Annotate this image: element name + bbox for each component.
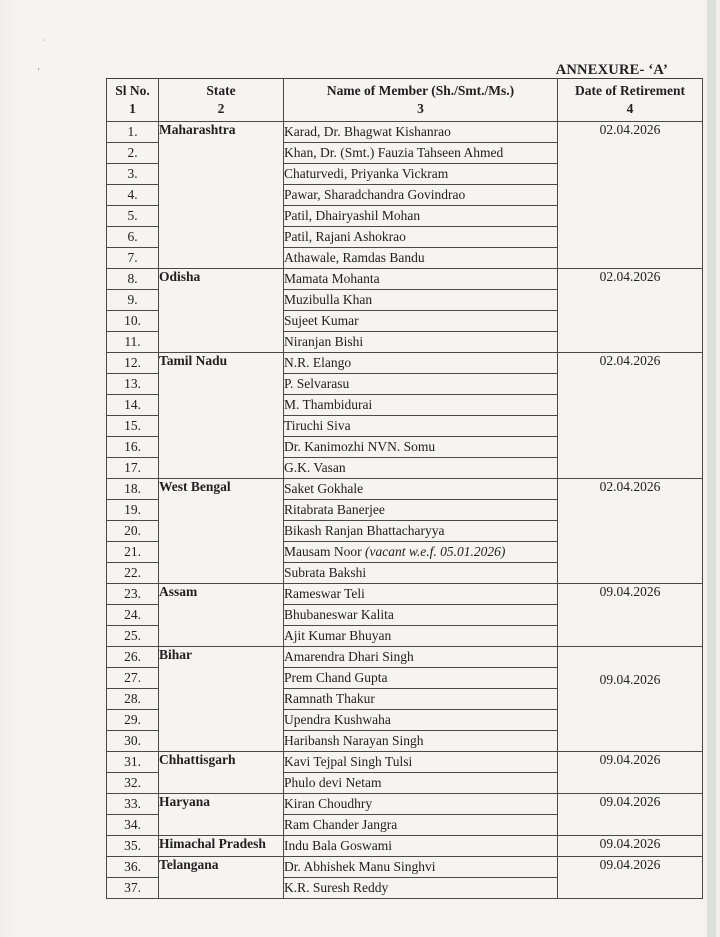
member-name-cell — [284, 605, 558, 626]
member-name-cell — [284, 731, 558, 752]
member-name: K.R. Suresh Reddy — [284, 880, 389, 895]
sl-no-cell: 13. — [107, 374, 159, 395]
sl-no-cell: 16. — [107, 437, 159, 458]
sl-no-cell: 26. — [107, 647, 159, 668]
header-label: Sl No. — [115, 82, 150, 98]
member-name-cell — [284, 542, 558, 563]
member-name-cell — [284, 794, 558, 815]
sl-no-cell: 30. — [107, 731, 159, 752]
sl-no-cell: 5. — [107, 206, 159, 227]
state-cell: Bihar — [159, 647, 284, 752]
member-name: Khan, Dr. (Smt.) Fauzia Tahseen Ahmed — [284, 145, 504, 160]
header-col-number: 1 — [129, 101, 136, 116]
retirement-date-cell: 09.04.2026 — [558, 794, 703, 836]
retirement-date-cell: 02.04.2026 — [558, 269, 703, 353]
member-name-cell — [284, 563, 558, 584]
members-retirement-table — [106, 78, 703, 899]
retirement-date-cell: 09.04.2026 — [558, 752, 703, 794]
retirement-date-cell: 02.04.2026 — [558, 479, 703, 584]
member-name-cell — [284, 626, 558, 647]
sl-no-cell: 37. — [107, 878, 159, 899]
sl-no-cell: 29. — [107, 710, 159, 731]
table-row — [107, 122, 703, 143]
sl-no-cell: 24. — [107, 605, 159, 626]
member-name-cell — [284, 332, 558, 353]
state-cell: Maharashtra — [159, 122, 284, 269]
member-name: Karad, Dr. Bhagwat Kishanrao — [284, 124, 451, 139]
member-name: Bikash Ranjan Bhattacharyya — [284, 523, 445, 538]
member-name-cell — [284, 584, 558, 605]
sl-no-cell: 32. — [107, 773, 159, 794]
sl-no-cell: 4. — [107, 185, 159, 206]
member-name-cell — [284, 143, 558, 164]
scan-edge-shadow — [707, 0, 716, 937]
table-row — [107, 479, 703, 500]
sl-no-cell: 7. — [107, 248, 159, 269]
member-name: Ritabrata Banerjee — [284, 502, 385, 517]
sl-no-cell: 15. — [107, 416, 159, 437]
table-row — [107, 794, 703, 815]
member-name-cell — [284, 353, 558, 374]
member-name: Patil, Dhairyashil Mohan — [284, 208, 421, 223]
sl-no-cell: 33. — [107, 794, 159, 815]
header-col-number: 2 — [217, 101, 225, 116]
member-name: Amarendra Dhari Singh — [284, 649, 414, 664]
member-name-cell — [284, 416, 558, 437]
member-name-cell — [284, 185, 558, 206]
header-retirement-date — [558, 79, 703, 122]
member-name: Mamata Mohanta — [284, 271, 380, 286]
member-name: Phulo devi Netam — [284, 775, 382, 790]
member-name: Prem Chand Gupta — [284, 670, 388, 685]
member-name: N.R. Elango — [284, 355, 352, 370]
table-row — [107, 836, 703, 857]
state-cell: Assam — [159, 584, 284, 647]
member-name: Patil, Rajani Ashokrao — [284, 229, 406, 244]
sl-no-cell: 21. — [107, 542, 159, 563]
sl-no-cell: 19. — [107, 500, 159, 521]
member-name-cell — [284, 374, 558, 395]
member-name-cell — [284, 773, 558, 794]
sl-no-cell: 9. — [107, 290, 159, 311]
table-row — [107, 752, 703, 773]
header-label: Date of Retirement — [575, 82, 685, 98]
sl-no-cell: 10. — [107, 311, 159, 332]
sl-no-cell: 36. — [107, 857, 159, 878]
member-name-cell — [284, 248, 558, 269]
member-name-cell — [284, 815, 558, 836]
member-name-cell — [284, 311, 558, 332]
member-name: Kiran Choudhry — [284, 796, 373, 811]
member-name: M. Thambidurai — [284, 397, 373, 412]
retirement-date-cell: 09.04.2026 — [558, 836, 703, 857]
member-name-cell — [284, 164, 558, 185]
member-name-cell — [284, 227, 558, 248]
member-name: P. Selvarasu — [284, 376, 350, 391]
member-name-cell — [284, 521, 558, 542]
scan-speck: ‚ — [37, 61, 40, 71]
member-name: Kavi Tejpal Singh Tulsi — [284, 754, 413, 769]
member-name-cell — [284, 500, 558, 521]
state-cell: Odisha — [159, 269, 284, 353]
member-name: Pawar, Sharadchandra Govindrao — [284, 187, 466, 202]
retirement-date-cell: 09.04.2026 — [558, 584, 703, 647]
header-state — [159, 79, 284, 122]
sl-no-cell: 2. — [107, 143, 159, 164]
sl-no-cell: 28. — [107, 689, 159, 710]
member-name-cell — [284, 689, 558, 710]
header-member-name — [284, 79, 558, 122]
retirement-date-cell: 09.04.2026 — [558, 857, 703, 899]
member-name-cell — [284, 878, 558, 899]
header-label: Name of Member (Sh./Smt./Ms.) — [326, 82, 515, 98]
sl-no-cell: 17. — [107, 458, 159, 479]
table-row — [107, 353, 703, 374]
member-name: Ramnath Thakur — [284, 691, 375, 706]
header-sl-no — [107, 79, 159, 122]
state-cell: Chhattisgarh — [159, 752, 284, 794]
sl-no-cell: 31. — [107, 752, 159, 773]
sl-no-cell: 8. — [107, 269, 159, 290]
sl-no-cell: 14. — [107, 395, 159, 416]
scan-speck: · — [40, 34, 47, 46]
member-name: Muzibulla Khan — [284, 292, 373, 307]
member-name: Subrata Bakshi — [284, 565, 367, 580]
member-name: Mausam Noor — [284, 544, 365, 559]
retirement-date-cell: 02.04.2026 — [558, 122, 703, 269]
member-name-cell — [284, 647, 558, 668]
member-name: Niranjan Bishi — [284, 334, 364, 349]
state-cell: Telangana — [159, 857, 284, 899]
member-name: Haribansh Narayan Singh — [284, 733, 424, 748]
member-name: Athawale, Ramdas Bandu — [284, 250, 425, 265]
member-name: G.K. Vasan — [284, 460, 346, 475]
header-col-number: 4 — [626, 101, 634, 116]
sl-no-cell: 25. — [107, 626, 159, 647]
member-name: Tiruchi Siva — [284, 418, 351, 433]
member-name: Ajit Kumar Bhuyan — [284, 628, 392, 643]
state-cell: Haryana — [159, 794, 284, 836]
state-cell: Himachal Pradesh — [159, 836, 284, 857]
sl-no-cell: 1. — [107, 122, 159, 143]
header-label: State — [206, 82, 236, 98]
member-name-cell — [284, 458, 558, 479]
state-cell: West Bengal — [159, 479, 284, 584]
sl-no-cell: 22. — [107, 563, 159, 584]
table-row — [107, 584, 703, 605]
sl-no-cell: 27. — [107, 668, 159, 689]
member-name: Chaturvedi, Priyanka Vickram — [284, 166, 449, 181]
sl-no-cell: 6. — [107, 227, 159, 248]
member-name-cell — [284, 668, 558, 689]
member-name: Indu Bala Goswami — [284, 838, 392, 853]
sl-no-cell: 12. — [107, 353, 159, 374]
member-name-cell — [284, 836, 558, 857]
member-name-cell — [284, 395, 558, 416]
member-name-cell — [284, 752, 558, 773]
member-name: Rameswar Teli — [284, 586, 365, 601]
member-name-cell — [284, 710, 558, 731]
member-name-cell — [284, 269, 558, 290]
sl-no-cell: 35. — [107, 836, 159, 857]
sl-no-cell: 11. — [107, 332, 159, 353]
member-name-cell — [284, 206, 558, 227]
sl-no-cell: 18. — [107, 479, 159, 500]
member-name: Saket Gokhale — [284, 481, 364, 496]
annexure-title: ANNEXURE- ‘A’ — [555, 62, 668, 78]
vacancy-note: (vacant w.e.f. 05.01.2026) — [365, 544, 506, 559]
retirement-date-cell: 02.04.2026 — [558, 353, 703, 479]
member-name-cell — [284, 290, 558, 311]
member-name-cell — [284, 122, 558, 143]
member-name-cell — [284, 857, 558, 878]
sl-no-cell: 20. — [107, 521, 159, 542]
retirement-date-cell: 09.04.2026 — [558, 647, 703, 752]
state-cell: Tamil Nadu — [159, 353, 284, 479]
table-row — [107, 857, 703, 878]
member-name: Upendra Kushwaha — [284, 712, 391, 727]
member-name: Dr. Kanimozhi NVN. Somu — [284, 439, 436, 454]
table-row — [107, 647, 703, 668]
sl-no-cell: 34. — [107, 815, 159, 836]
member-name-cell — [284, 479, 558, 500]
table-row — [107, 269, 703, 290]
member-name: Dr. Abhishek Manu Singhvi — [284, 859, 436, 874]
sl-no-cell: 3. — [107, 164, 159, 185]
member-name: Sujeet Kumar — [284, 313, 359, 328]
member-name: Bhubaneswar Kalita — [284, 607, 394, 622]
header-col-number: 3 — [417, 101, 424, 116]
member-name: Ram Chander Jangra — [284, 817, 398, 832]
member-name-cell — [284, 437, 558, 458]
table-header-row — [107, 79, 703, 122]
sl-no-cell: 23. — [107, 584, 159, 605]
